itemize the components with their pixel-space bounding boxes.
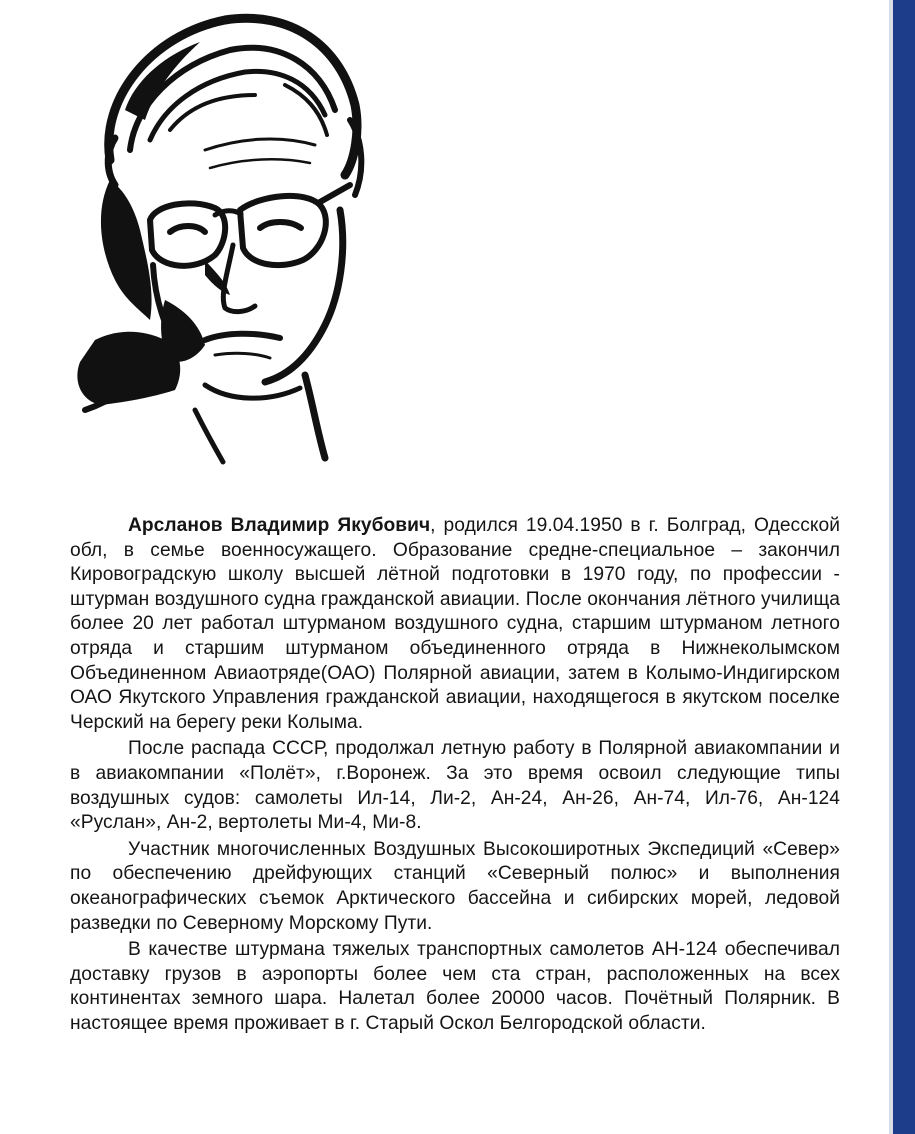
person-name: Арсланов Владимир Якубович (128, 515, 431, 536)
bio-paragraph: После распада СССР, продолжал летную работу в Полярной авиакомпании и в авиакомпании «Полёт», г.Воронеж. За это время освоил следующие типы воздушных судов: самолеты Ил-14, Ли-2, Ан-24, Ан-26, Ан-74, Ил-76, Ан-124 «Руслан», Ан-2, вертолеты Ми-4, Ми-8. (70, 738, 840, 834)
biography-text (70, 514, 840, 1036)
bio-paragraph: В качестве штурмана тяжелых транспортных самолетов АН-124 обеспечивал доставку грузов в аэропорты более чем ста стран, расположенных на всех континентах земного шара. Налетал более 20000 часов. Почётный Полярник. В настоящее время проживает в г. Старый Оскол Белгородской области. (70, 939, 840, 1034)
bio-paragraph: Участник многочисленных Воздушных Высокоширотных Экспедиций «Север» по обеспечению дрейфующих станций «Северный полюс» и выполнения океанографических съемок Арктического бассейна и сибирских морей, ледовой разведки по Северному Морскому Пути. (70, 838, 840, 934)
portrait-sketch (55, 10, 395, 465)
bio-paragraph: Арсланов Владимир Якубович, родился 19.04.1950 в г. Болград, Одесской обл, в семье военносужащего. Образование средне-специальное – закончил Кировоградскую школу высшей лётной подготовки в 1970 году, по профессии - штурман воздушного судна гражданской авиации. После окончания лётного училища более 20 лет работал штурманом воздушного судна, старшим штурманом летного отряда и старшим штурманом объединенного отряда в Нижнеколымском Объединенном Авиаотряде(ОАО) Полярной авиации, затем в Колымо-Индигирском ОАО Якутского Управления гражданской авиации, находящегося в якутском поселке Черский на берегу реки Колыма. (70, 515, 840, 733)
page-edge-stripe (893, 0, 915, 1134)
